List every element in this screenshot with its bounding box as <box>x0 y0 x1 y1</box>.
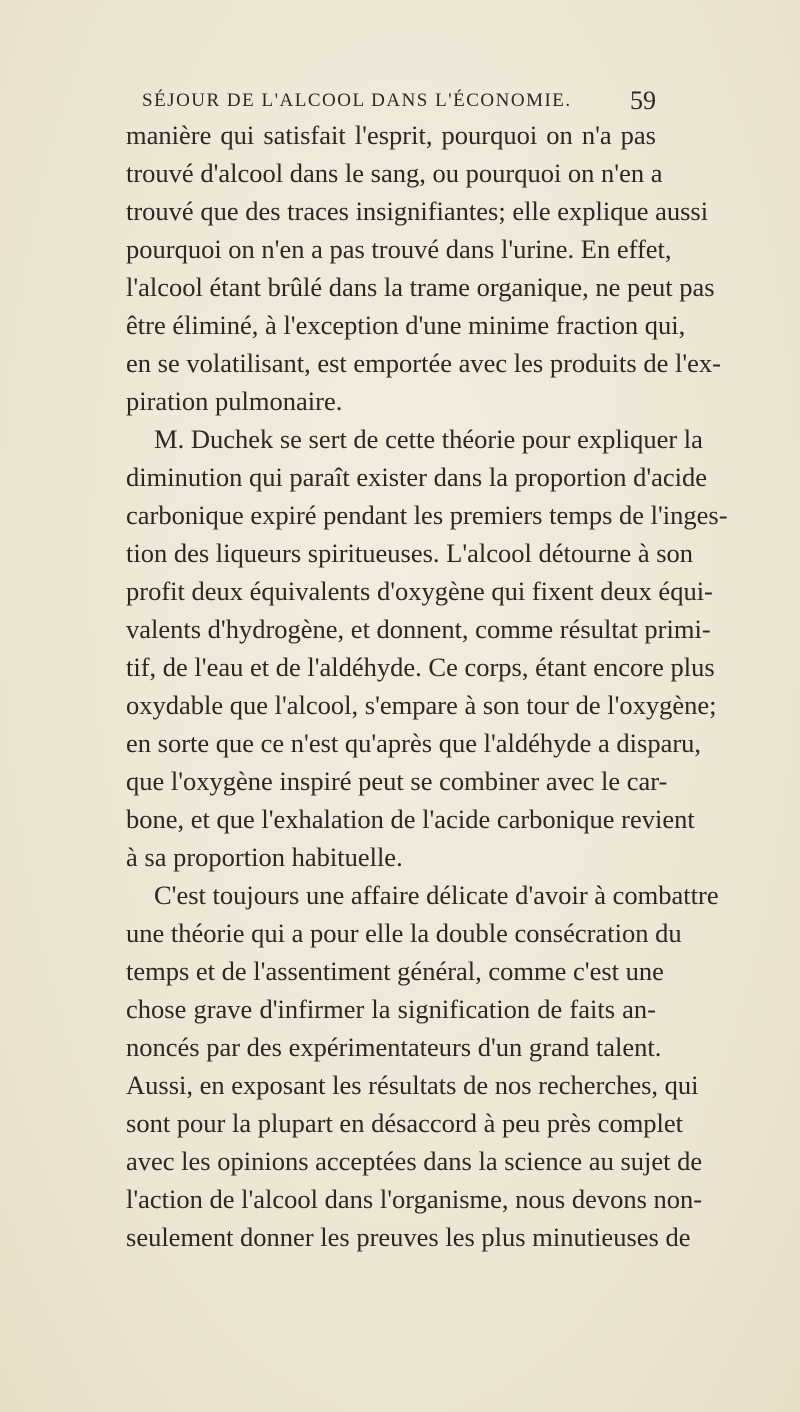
running-title: SÉJOUR DE L'ALCOOL DANS L'ÉCONOMIE. <box>142 90 572 111</box>
text-line: une théorie qui a pour elle la double consécration du <box>126 918 682 948</box>
text-line: l'action de l'alcool dans l'organisme, nous devons non- <box>126 1184 703 1214</box>
text-line: en se volatilisant, est emportée avec les produits de l'ex- <box>126 348 721 378</box>
page-number: 59 <box>630 86 656 115</box>
text-line: chose grave d'infirmer la signification de faits an- <box>126 994 656 1024</box>
paragraph-2 <box>126 420 728 876</box>
text-body <box>126 116 728 1256</box>
text-line: M. Duchek se sert de cette théorie pour expliquer la <box>154 424 703 454</box>
text-line: l'alcool étant brûlé dans la trame organique, ne peut pas <box>126 272 715 302</box>
text-line: trouvé que des traces insignifiantes; elle explique aussi <box>126 196 709 226</box>
text-line: que l'oxygène inspiré peut se combiner avec le car- <box>126 766 668 796</box>
text-line: seulement donner les preuves les plus minutieuses de <box>126 1222 691 1252</box>
text-line: être éliminé, à l'exception d'une minime fraction qui, <box>126 310 686 340</box>
text-line: à sa proportion habituelle. <box>126 842 403 872</box>
paragraph-3 <box>126 876 719 1256</box>
text-line: pourquoi on n'en a pas trouvé dans l'urine. En effet, <box>126 234 672 264</box>
text-line: piration pulmonaire. <box>126 386 343 416</box>
paragraph-1 <box>126 116 721 420</box>
text-line: trouvé d'alcool dans le sang, ou pourquoi on n'en a <box>126 158 663 188</box>
running-head <box>126 86 656 116</box>
text-line: profit deux équivalents d'oxygène qui fixent deux équi- <box>126 576 713 606</box>
text-line: tif, de l'eau et de l'aldéhyde. Ce corps, étant encore plus <box>126 652 715 682</box>
text-line: avec les opinions acceptées dans la science au sujet de <box>126 1146 703 1176</box>
text-line: en sorte que ce n'est qu'après que l'aldéhyde a disparu, <box>126 728 702 758</box>
text-line: tion des liqueurs spiritueuses. L'alcool détourne à son <box>126 538 694 568</box>
text-line: carbonique expiré pendant les premiers temps de l'inges- <box>126 500 728 530</box>
text-line: Aussi, en exposant les résultats de nos recherches, qui <box>126 1070 699 1100</box>
text-line: temps et de l'assentiment général, comme c'est une <box>126 956 664 986</box>
text-line: noncés par des expérimentateurs d'un grand talent. <box>126 1032 662 1062</box>
text-line: oxydable que l'alcool, s'empare à son tour de l'oxygène; <box>126 690 717 720</box>
text-line: diminution qui paraît exister dans la proportion d'acide <box>126 462 708 492</box>
text-line: C'est toujours une affaire délicate d'avoir à combattre <box>154 880 719 910</box>
text-line: manière qui satisfait l'esprit, pourquoi on n'a pas <box>126 120 656 150</box>
text-line: bone, et que l'exhalation de l'acide carbonique revient <box>126 804 695 834</box>
text-line: sont pour la plupart en désaccord à peu près complet <box>126 1108 684 1138</box>
text-line: valents d'hydrogène, et donnent, comme résultat primi- <box>126 614 711 644</box>
